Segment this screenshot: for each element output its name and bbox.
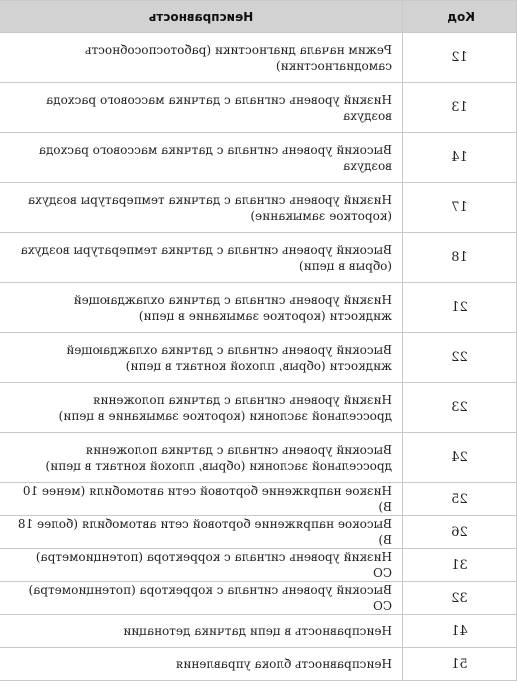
code-cell: 26 [403,516,517,549]
fault-cell: Низкий уровень сигнала с корректора (потенциометра) СО [0,549,403,582]
fault-cell: Низкий уровень сигнала с датчика массового расхода воздуха [0,83,403,133]
fault-cell: Режим начала диагностики (работоспособность самодиагностики) [0,33,403,83]
header-row [0,1,517,33]
fault-cell: Высокий уровень сигнала с датчика охлаждающей жидкости (обрыв, плохой контакт в цепи) [0,333,403,383]
table-row [0,615,517,648]
fault-cell: Высокий уровень сигнала с датчика положения дроссельной заслонки (обрыв, плохой контакт в цепи) [0,433,403,483]
table-row [0,83,517,133]
code-cell: 14 [403,133,517,183]
table-row [0,233,517,283]
fault-cell: Неисправность блока управления [0,648,403,681]
table-row [0,383,517,433]
code-cell: 51 [403,648,517,681]
table-row [0,483,517,516]
fault-cell: Низкий уровень сигнала с датчика температуры воздуха (короткое замыкание) [0,183,403,233]
code-cell: 22 [403,333,517,383]
fault-cell: Неисправность в цепи датчика детонации [0,615,403,648]
fault-cell: Низкий уровень сигнала с датчика охлаждающей жидкости (короткое замыкание в цепи) [0,283,403,333]
code-cell: 41 [403,615,517,648]
code-cell: 17 [403,183,517,233]
table-row [0,549,517,582]
code-cell: 23 [403,383,517,433]
code-cell: 25 [403,483,517,516]
fault-cell: Высокое напряжение бортовой сети автомобиля (более 18 В) [0,516,403,549]
header-fault: Неисправность [0,1,403,33]
header-code: Код [403,1,517,33]
fault-cell: Высокий уровень сигнала с датчика массового расхода воздуха [0,133,403,183]
table-row [0,648,517,681]
table-row [0,582,517,615]
fault-cell: Высокий уровень сигнала с корректора (потенциометра) СО [0,582,403,615]
code-cell: 18 [403,233,517,283]
table-row [0,516,517,549]
table-row [0,183,517,233]
code-cell: 32 [403,582,517,615]
code-cell: 13 [403,83,517,133]
code-cell: 21 [403,283,517,333]
table-row [0,33,517,83]
code-cell: 31 [403,549,517,582]
fault-cell: Высокий уровень сигнала с датчика температуры воздуха (обрыв в цепи) [0,233,403,283]
fault-cell: Низкий уровень сигнала с датчика положения дроссельной заслонки (короткое замыкание в цепи) [0,383,403,433]
table-row [0,283,517,333]
code-cell: 12 [403,33,517,83]
table-row [0,333,517,383]
table-row [0,433,517,483]
table-row [0,133,517,183]
code-cell: 24 [403,433,517,483]
fault-cell: Низкое напряжение бортовой сети автомобиля (менее 10 В) [0,483,403,516]
